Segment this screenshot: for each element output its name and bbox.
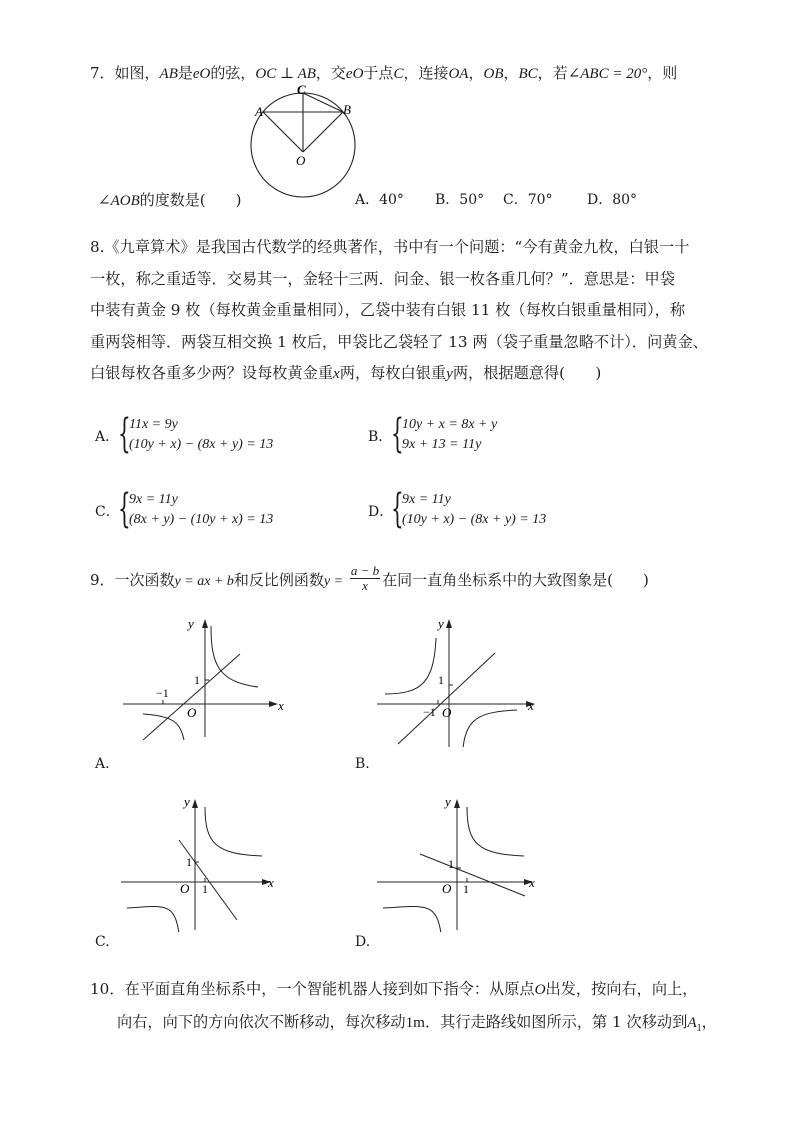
q7-text: 是: [177, 64, 193, 82]
y-axis-label: y: [188, 616, 194, 631]
q7-option-d[interactable]: D．80°: [587, 192, 638, 208]
q7-text: 的度数是( ): [139, 191, 242, 209]
q8-option-c-label[interactable]: C．: [95, 504, 120, 520]
segment-oa: [263, 112, 303, 152]
q7-math-circle: eO: [345, 66, 364, 82]
origin-label: O: [187, 705, 197, 720]
q8-option-b-label[interactable]: B．: [368, 429, 393, 445]
q8-stem-line: [90, 358, 708, 390]
q9-text: 9．一次函数: [90, 570, 175, 589]
fraction-denominator: x: [362, 578, 368, 593]
equation: (10y + x) − (8x + y) = 13: [402, 512, 547, 527]
q7-math-perp: OC ⊥ AB: [255, 66, 316, 82]
q7-text: ，连接: [403, 64, 449, 82]
q9-graph-c[interactable]: [116, 792, 286, 932]
q9-math-y: y =: [323, 573, 344, 589]
q7-option-b[interactable]: B．50°: [435, 192, 485, 208]
q10-math-unit: 1m: [405, 1014, 425, 1031]
origin-label: O: [180, 881, 190, 896]
q10-text: 出发，按向右，向上，: [545, 980, 698, 998]
q8-stem: [90, 232, 708, 390]
brace-icon: {: [391, 411, 404, 457]
q9-graph-b[interactable]: [372, 612, 547, 747]
q7-math-circle: eO: [192, 66, 211, 82]
tick-label: −1: [423, 705, 436, 719]
origin-label: O: [442, 705, 452, 720]
q7-stem-line2: [98, 190, 241, 211]
x-axis-label: x: [528, 698, 534, 713]
q8-math-x: x: [333, 365, 340, 382]
equation: 9x + 13 = 11y: [402, 437, 482, 452]
q10-text: ．其行走路线如图所示，第 1 次移动到: [424, 1013, 688, 1031]
equation: 9x = 11y: [129, 492, 178, 507]
origin-label: O: [442, 881, 452, 896]
q10-math-o: O: [534, 981, 546, 998]
y-axis-label: y: [438, 616, 444, 631]
equation: 10y + x = 8x + y: [402, 417, 498, 432]
q8-option-a-label[interactable]: A．: [95, 429, 120, 445]
label-o: O: [296, 153, 306, 168]
tick-label: −1: [156, 686, 169, 700]
label-b: B: [343, 102, 351, 117]
label-a: A: [255, 104, 263, 119]
q7-text: 的弦，: [210, 64, 256, 82]
tick-label: 1: [194, 673, 200, 687]
y-axis-label: y: [445, 794, 451, 809]
q7-text: ，: [503, 64, 519, 82]
x-axis-label: x: [278, 698, 284, 713]
q7-option-a[interactable]: A．40°: [355, 192, 404, 208]
fraction-numerator: a − b: [350, 563, 380, 578]
segment-ob: [303, 112, 343, 152]
q7-math-c: C: [393, 66, 404, 82]
q9-option-c-label[interactable]: C.: [95, 934, 110, 950]
q7-math-oa: OA: [448, 66, 469, 82]
q10-text: 10．在平面直角坐标系中，一个智能机器人接到如下指令：从原点: [90, 980, 535, 998]
brace-icon: {: [391, 486, 404, 532]
q9-stem: [90, 564, 649, 594]
q9-option-d-label[interactable]: D.: [355, 934, 371, 950]
q7-math-ob: OB: [483, 66, 504, 82]
q9-graph-a[interactable]: [118, 612, 288, 742]
q8-text: 白银每枚各重多少两？设每枚黄金重: [90, 364, 333, 382]
equation: 11x = 9y: [129, 417, 178, 432]
y-axis-label: y: [184, 794, 190, 809]
q10-text: 向右，向下的方向依次不断移动，每次移动: [117, 1013, 406, 1031]
q8-math-y: y: [446, 365, 453, 382]
brace-icon: {: [118, 486, 131, 532]
q7-math-ab: AB: [159, 66, 178, 82]
q7-text: 7．如图，: [90, 64, 160, 82]
q10-math-a: A: [687, 1014, 697, 1031]
q8-stem-line: 重两袋相等．两袋互相交换 1 枚后，甲袋比乙袋轻了 13 两（袋子重量忽略不计）．问黄金、: [90, 332, 708, 351]
q8-stem-line: 一枚，称之重适等．交易其一，金轻十三两．问金、银一枚各重几何？”．意思是：甲袋: [90, 269, 675, 288]
q8-option-b-system[interactable]: [402, 415, 497, 455]
q8-text: 两，根据题意得( ): [452, 364, 602, 382]
q9-text: 和反比例函数: [233, 570, 324, 589]
equation: (8x + y) − (10y + x) = 13: [129, 512, 274, 527]
q7-math-bc: BC: [518, 66, 538, 82]
q9-option-b-label[interactable]: B.: [355, 756, 370, 772]
equation: 9x = 11y: [402, 492, 451, 507]
q9-option-a-label[interactable]: A.: [95, 756, 110, 772]
q9-math-linear: y = ax + b: [174, 573, 234, 589]
q7-stem-line1: [90, 63, 677, 84]
q8-option-c-system[interactable]: [129, 490, 273, 530]
q8-text: 两，每枚白银重: [339, 364, 447, 382]
tick-label: 1: [448, 857, 454, 871]
q9-fraction: [350, 564, 380, 593]
q7-text: ，交: [315, 64, 346, 82]
label-c: C: [297, 83, 306, 97]
q8-option-d-label[interactable]: D．: [368, 504, 394, 520]
tick-label: 1: [202, 882, 208, 896]
q7-text: 于点: [363, 64, 394, 82]
q7-math-aob: ∠AOB: [98, 193, 140, 209]
q7-math-angle: ∠ABC = 20°: [567, 66, 648, 82]
q8-option-d-system[interactable]: [402, 490, 546, 530]
q7-option-c[interactable]: C．70°: [503, 192, 553, 208]
q8-option-a-system[interactable]: [129, 415, 273, 455]
q10-math-subscript: 1: [696, 1023, 702, 1035]
q8-stem-line: 8.《九章算术》是我国古代数学的经典著作，书中有一个问题：“今有黄金九枚，白银一十: [90, 238, 690, 256]
tick-label: 1: [186, 855, 192, 869]
x-axis-label: x: [268, 875, 274, 890]
q10-stem-line2: [117, 1012, 717, 1039]
q10-text: ，: [701, 1013, 717, 1031]
q7-text: ，若: [537, 64, 568, 82]
q8-stem-line: 中装有黄金 9 枚（每枚黄金重量相同），乙袋中装有白银 11 枚（每枚白银重量相同），称: [90, 301, 686, 319]
equation: (10y + x) − (8x + y) = 13: [129, 437, 274, 452]
tick-label: 1: [438, 673, 444, 687]
x-axis-label: x: [529, 875, 535, 890]
segment-bc: [303, 93, 343, 112]
q7-text: ，: [468, 64, 484, 82]
q9-graph-d[interactable]: [372, 792, 547, 932]
q10-stem-line1: [90, 979, 697, 1000]
q7-text: ，则: [647, 64, 678, 82]
tick-label: 1: [463, 882, 469, 896]
q7-circle-figure: [245, 83, 370, 203]
brace-icon: {: [118, 411, 131, 457]
q9-text: 在同一直角坐标系中的大致图象是( ): [382, 570, 649, 589]
